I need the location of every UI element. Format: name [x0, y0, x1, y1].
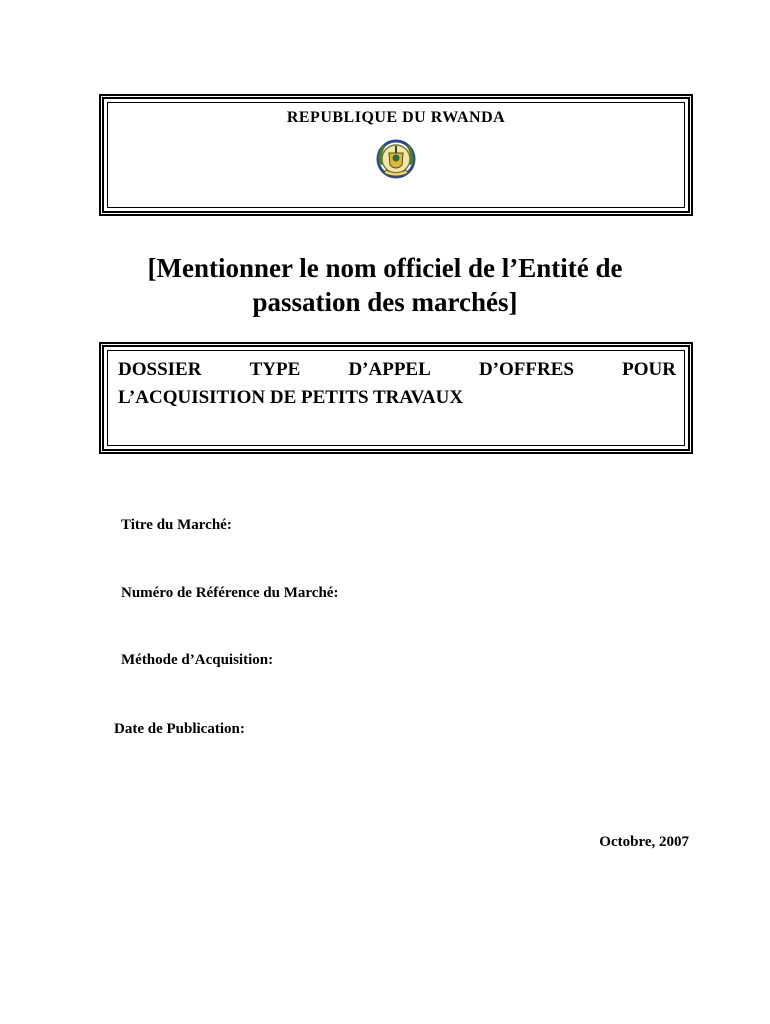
country-name: REPUBLIQUE DU RWANDA: [286, 109, 506, 126]
field-reference-label: Numéro de Référence du Marché:: [121, 585, 339, 601]
dossier-title-line2: L’ACQUISITION DE PETITS TRAVAUX: [118, 387, 464, 408]
field-method-label: Méthode d’Acquisition:: [121, 652, 274, 668]
dossier-word: TYPE: [249, 359, 301, 380]
dossier-word: D’APPEL: [348, 359, 431, 380]
entity-title-line2: passation des marchés]: [252, 286, 518, 317]
dossier-title-line1: [118, 359, 676, 381]
dossier-word: DOSSIER: [118, 359, 202, 380]
header-box: [99, 94, 693, 216]
dossier-word: D’OFFRES: [478, 359, 574, 380]
entity-title-line1: [Mentionner le nom officiel de l’Entité de: [147, 253, 623, 283]
field-title-label: Titre du Marché:: [121, 517, 232, 533]
dossier-box: [99, 342, 693, 454]
dossier-word: POUR: [622, 359, 676, 380]
entity-title: [0, 252, 770, 320]
field-publication-date-label: Date de Publication:: [114, 721, 245, 737]
rwanda-coat-of-arms-icon: [372, 135, 420, 183]
document-date: Octobre, 2007: [599, 834, 689, 850]
